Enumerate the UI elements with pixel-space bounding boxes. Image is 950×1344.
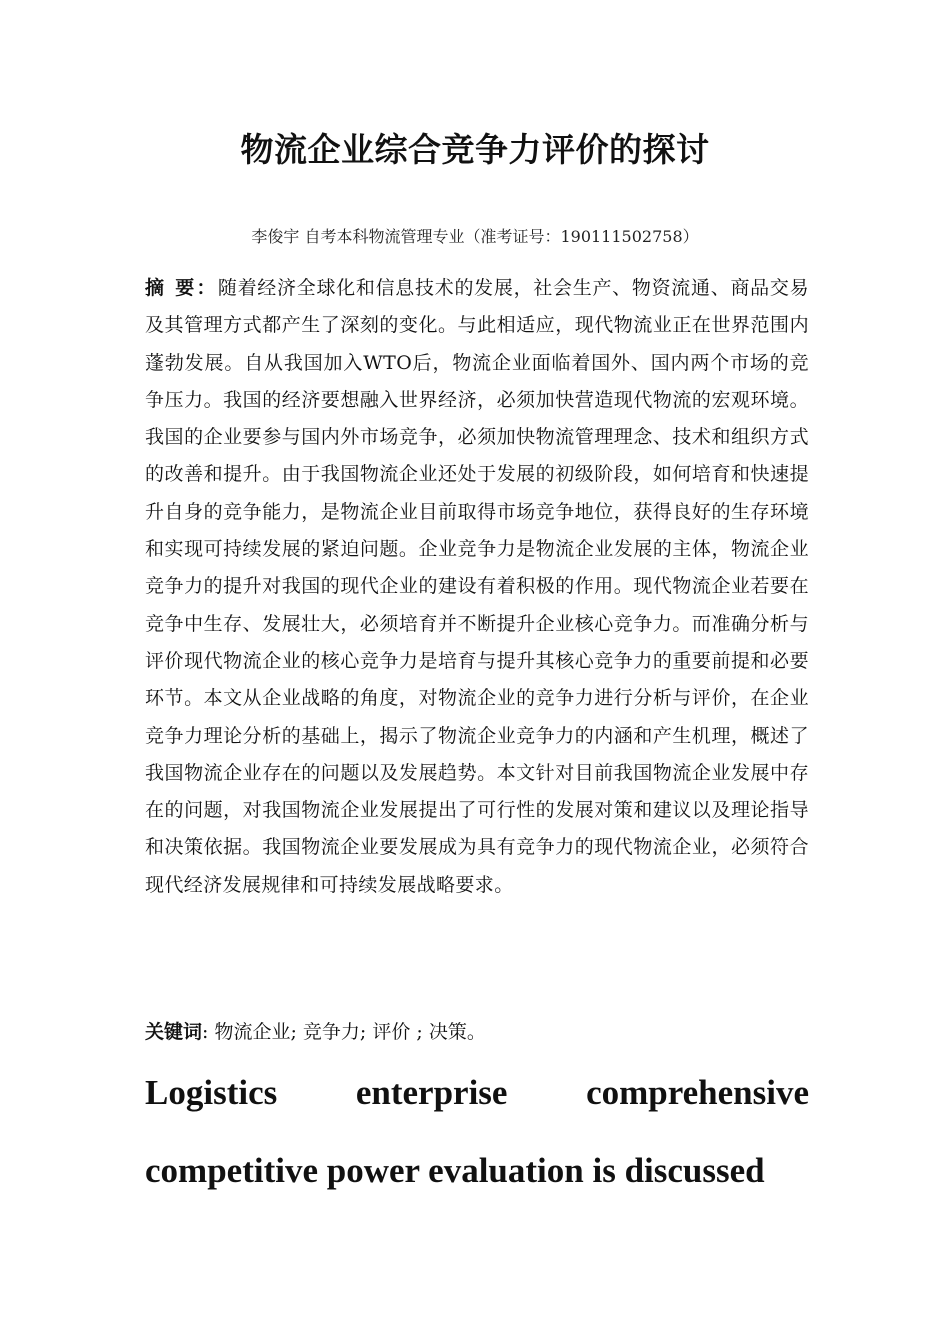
abstract-text: 随着经济全球化和信息技术的发展，社会生产、物资流通、商品交易及其管理方式都产生了深刻的变化。与此相适应，现代物流业正在世界范围内蓬勃发展。自从我国加入WTO后，物流企业面临着国外、国内两个市场的竞争压力。我国的经济要想融入世界经济，必须加快营造现代物流的宏观环境。我国的企业要参与国内外市场竞争，必须加快物流管理理念、技术和组织方式的改善和提升。由于我国物流企业还处于发展的初级阶段，如何培育和快速提升自身的竞争能力，是物流企业目前取得市场竞争地位，获得良好的生存环境和实现可持续发展的紧迫问题。企业竞争力是物流企业发展的主体，物流企业竞争力的提升对我国的现代企业的建设有着积极的作用。现代物流企业若要在竞争中生存、发展壮大，必须培育并不断提升企业核心竞争力。而准确分析与评价现代物流企业的核心竞争力是培育与提升其核心竞争力的重要前提和必要环节。本文从企业战略的角度，对物流企业的竞争力进行分析与评价，在企业竞争力理论分析的基础上，揭示了物流企业竞争力的内涵和产生机理，概述了我国物流企业存在的问题以及发展趋势。本文针对目前我国物流企业发展中存在的问题，对我国物流企业发展提出了可行性的发展对策和建议以及理论指导和决策依据。我国物流企业要发展成为具有竞争力的现代物流企业，必须符合现代经济发展规律和可持续发展战略要求。: [145, 277, 809, 896]
author-line: 李俊宇 自考本科物流管理专业（准考证号：190111502758）: [251, 227, 699, 246]
keywords-text: : 物流企业; 竞争力; 评价 ; 决策。: [202, 1021, 486, 1043]
keywords-label: 关键词: [145, 1021, 203, 1043]
keywords-line: [145, 1014, 809, 1051]
paper-title: 物流企业综合竞争力评价的探讨: [240, 130, 710, 169]
abstract-label: 摘 要：: [145, 277, 218, 299]
abstract-paragraph: [145, 270, 809, 904]
english-title: Logistics enterprise comprehensive competitive power evaluation is discussed: [145, 1073, 809, 1190]
